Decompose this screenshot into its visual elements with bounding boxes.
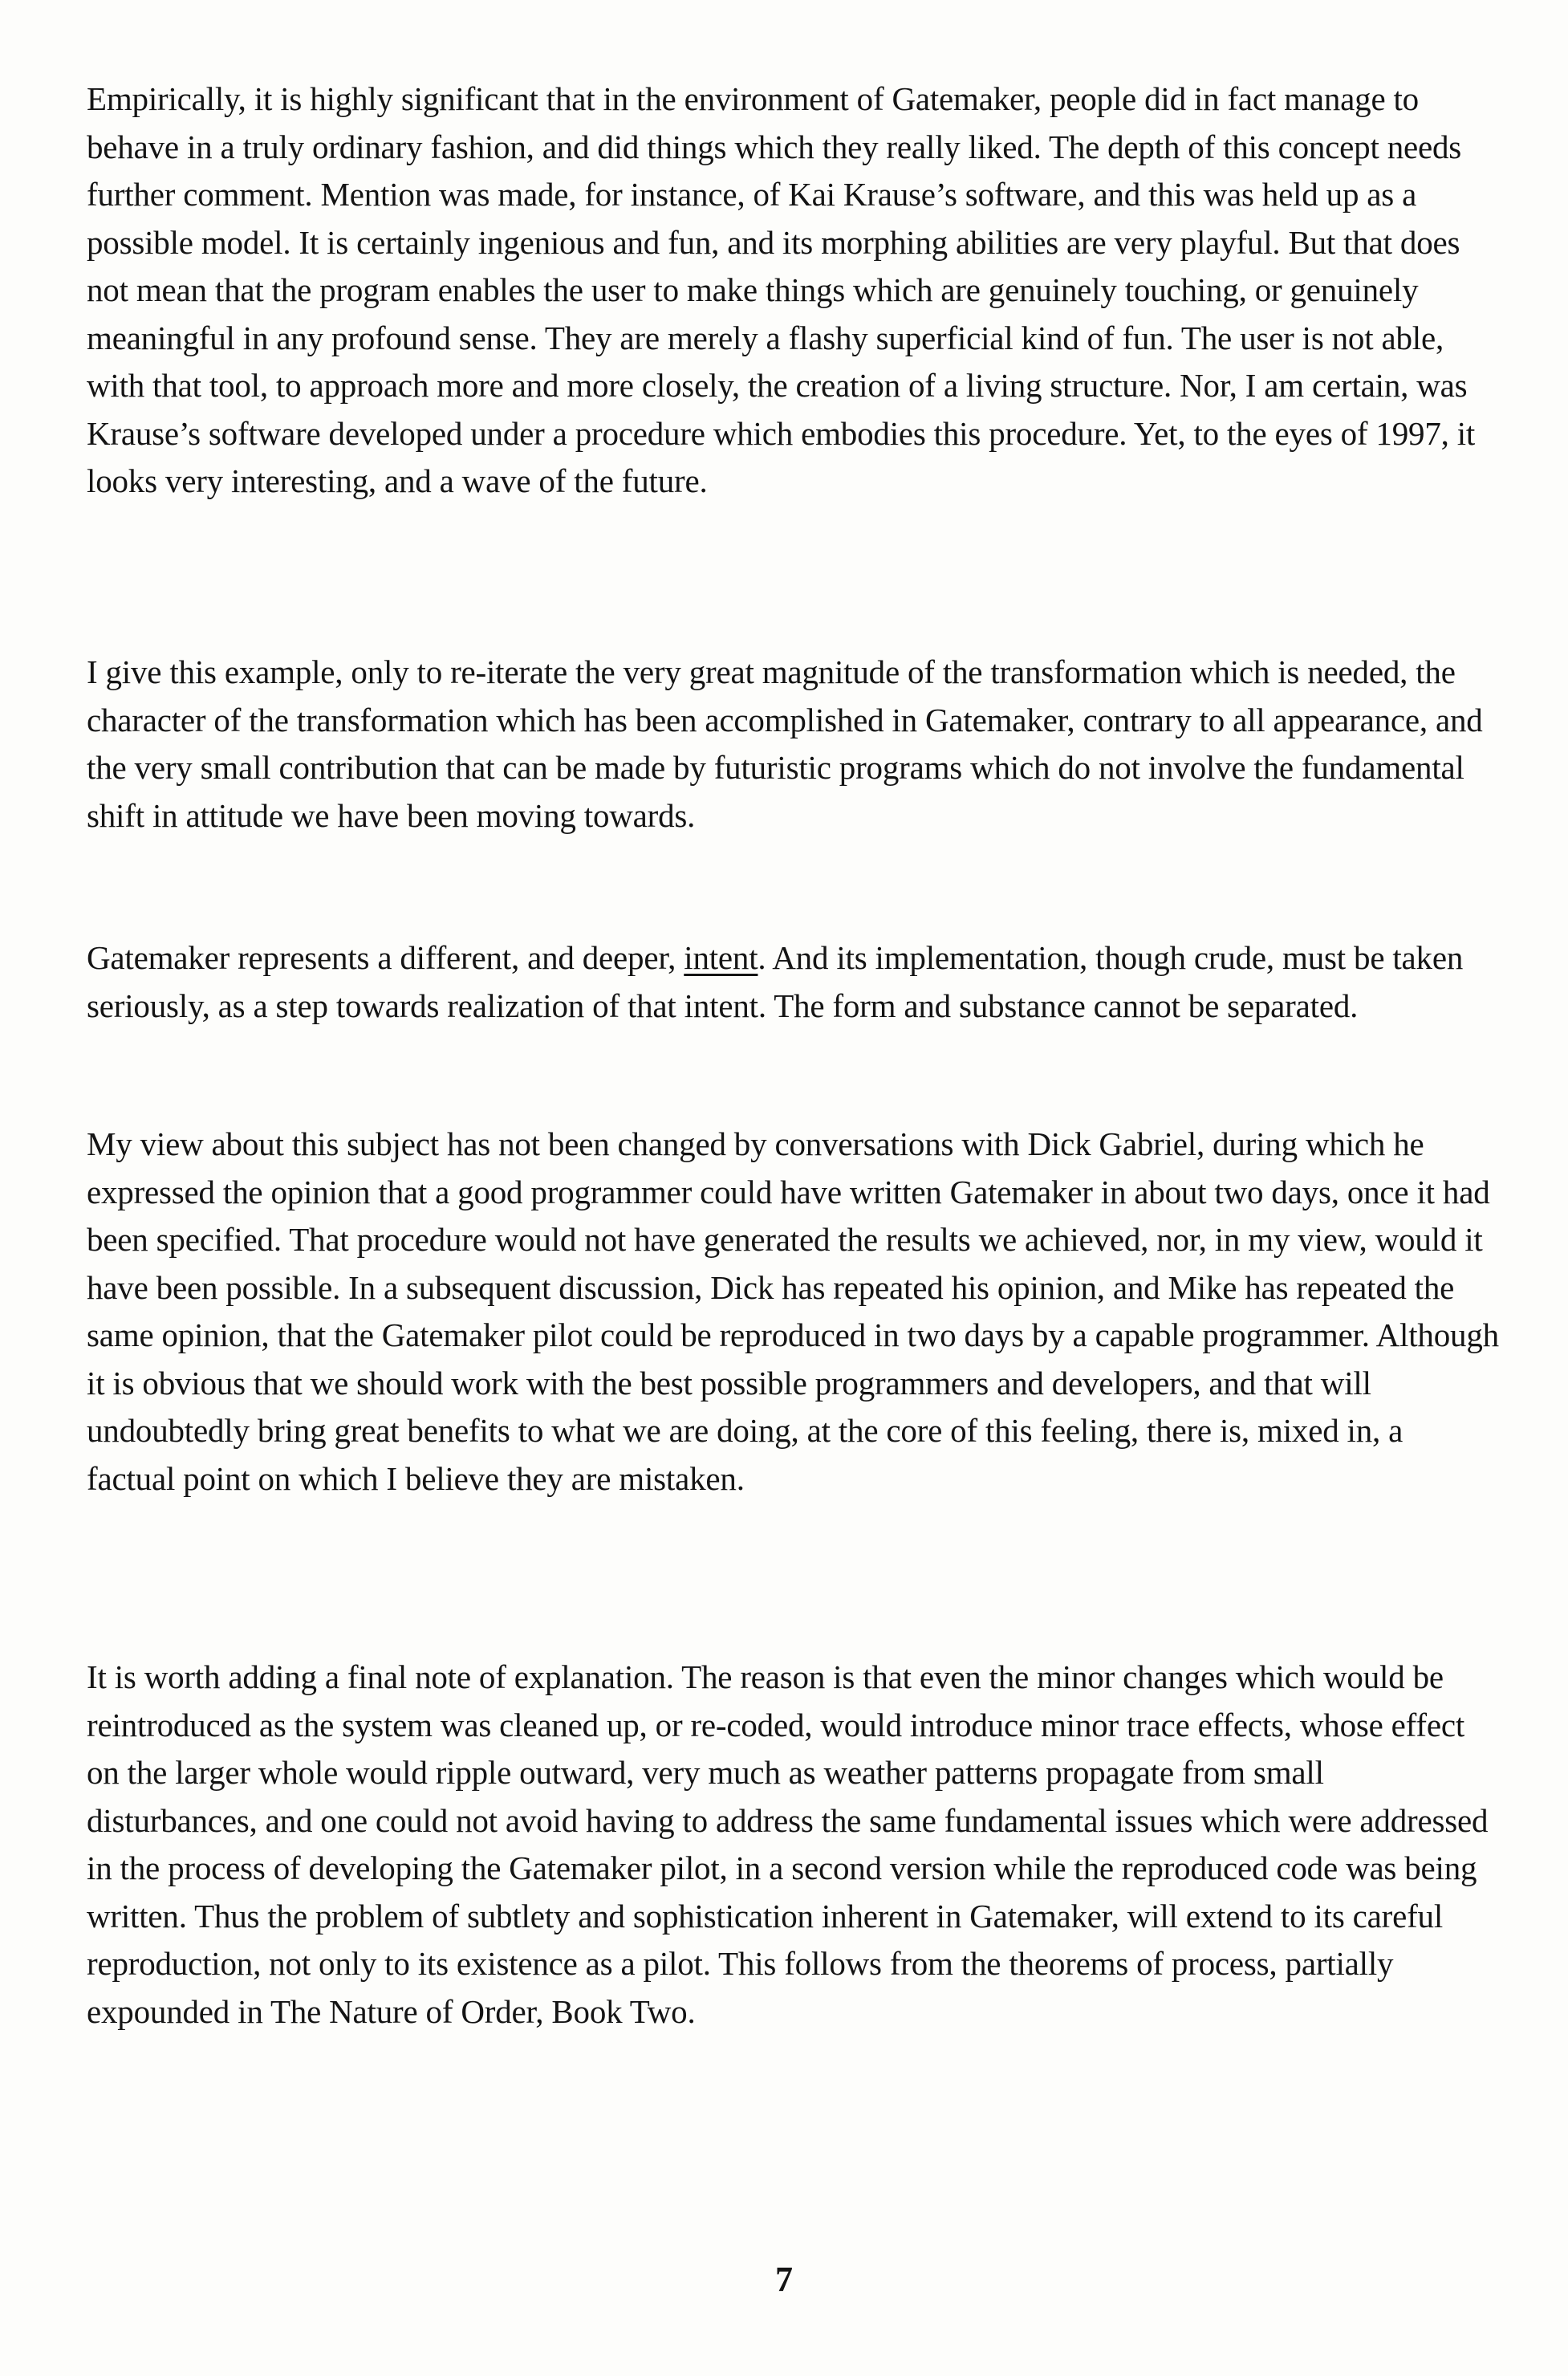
paragraph-example: I give this example, only to re-iterate the very great magnitude of the transformation which is needed, the character of the transformation which has been accomplished in Gatemaker, contrary to all appearance, and the very small contribution that can be made by futuristic programs which do not involve the fundamental shift in attitude we have been moving towards. xyxy=(87,653,1483,834)
paragraph-my-view: My view about this subject has not been changed by conversations with Dick Gabriel, during which he expressed the opinion that a good programmer could have written Gatemaker in about two days, once it had been specified. That procedure would not have generated the results we achieved, nor, in my view, would it have been possible. In a subsequent discussion, Dick has repeated his opinion, and Mike has repeated the same opinion, that the Gatemaker pilot could be reproduced in two days by a capable programmer. Although it is obvious that we should work with the best possible programmers and developers, and that will undoubtedly bring great benefits to what we are doing, at the core of this feeling, there is, mixed in, a factual point on which I believe they are mistaken. xyxy=(87,1125,1499,1497)
page-number: 7 xyxy=(775,2260,793,2299)
underlined-word-intent: intent xyxy=(684,939,758,976)
paragraph-final-note: It is worth adding a final note of explanation. The reason is that even the minor changes which would be reintroduced as the system was cleaned up, or re-coded, would introduce minor trace effects, whose effect on the larger whole would ripple outward, very much as weather patterns propagate from small disturbances, and one could not avoid having to address the same fundamental issues which were addressed in the process of developing the Gatemaker pilot, in a second version while the reproduced code was being written. Thus the problem of subtlety and sophistication inherent in Gatemaker, will extend to its careful reproduction, not only to its existence as a pilot. This follows from the theorems of process, partially expounded in The Nature of Order, Book Two. xyxy=(87,1658,1489,2030)
paragraph-empirically: Empirically, it is highly significant that in the environment of Gatemaker, people did in fact manage to behave in a truly ordinary fashion, and did things which they really liked. The depth of this concept needs further comment. Mention was made, for instance, of Kai Krause’s software, and this was held up as a possible model. It is certainly ingenious and fun, and its morphing abilities are very playful. But that does not mean that the program enables the user to make things which are genuinely touching, or genuinely meaningful in any profound sense. They are merely a flashy superficial kind of fun. The user is not able, with that tool, to approach more and more closely, the creation of a living structure. Nor, I am certain, was Krause’s software developed under a procedure which embodies this procedure. Yet, to the eyes of 1997, it looks very interesting, and a wave of the future. xyxy=(87,80,1476,499)
paragraph-intent xyxy=(87,934,1499,1030)
paragraph-intent-rest: . And its implementation, though crude, must be taken seriously, as a step towards realization of that intent. The form and substance cannot be separated. xyxy=(87,939,1464,1024)
paragraph-intent-lead: Gatemaker represents a different, and deeper, xyxy=(87,939,684,976)
